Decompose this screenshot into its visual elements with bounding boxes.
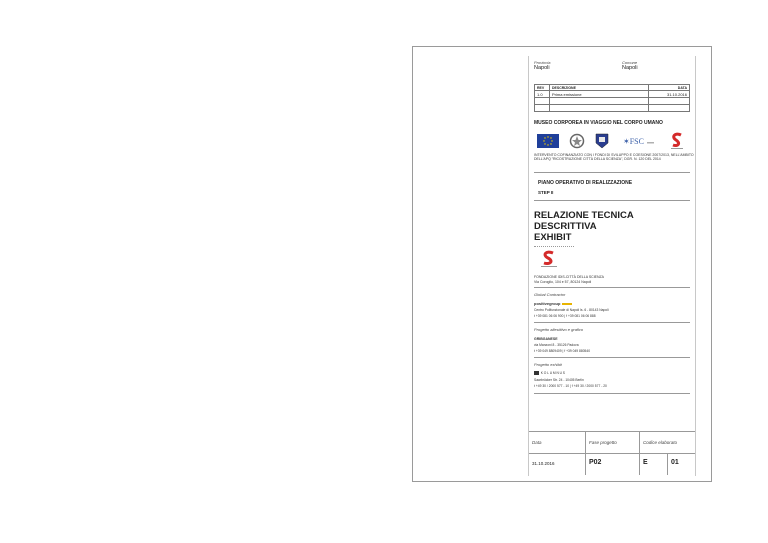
foundation-address: Via Coroglio, 104 e 57, 80124 Napoli [534,280,592,284]
contractor-logo-accent [562,303,572,305]
contractor-logo [534,301,572,306]
main-title-line1: RELAZIONE TECNICA DESCRITTIVA [534,210,634,232]
divider [534,172,690,173]
provincia-value: Napoli [534,65,550,71]
exhibit-address: Saarbrücker Str. 24 - 10405 Berlin [534,378,584,382]
foundation-name: FONDAZIONE IDIS-CITTÀ DELLA SCIENZA [534,275,605,279]
design-phone: t +39 049 8809409 | f +39 049 880540 [534,349,591,353]
citta-della-scienza-logo [669,132,685,150]
footer-fase-value: P02 [589,459,602,466]
rev-header: REV [535,85,550,91]
exhibit-name: KOLUMNUS [540,371,566,375]
footer-data-value: 31.10.2016 [532,461,555,466]
step-label: STEP II [538,190,554,195]
footer-fase-label: Fase progetto [589,440,617,445]
revision-table [534,84,690,112]
footer-codice-value-2: 01 [671,459,679,466]
exhibit-logo [534,371,566,375]
footer-grid [529,431,695,475]
fsc-logo [621,136,655,146]
footer-top-line [529,431,695,432]
divider [534,357,690,358]
design-address: via Manzoni 8 - 35126 Padova [534,343,579,347]
contractor-address: Centro Polifunzionale di Napoli Is. 6 - 80143 Napoli [534,308,609,312]
eu-flag-logo [537,134,559,148]
footer-codice-value-1: E [643,459,648,466]
divider [534,322,690,323]
plan-title: PIANO OPERATIVO DI REALIZZAZIONE [538,180,633,186]
footer-codice-label: Codice elaborato [643,440,678,445]
exhibit-phone: t +49 30 / 2000 577 - 10 | f +49 30 / 2000 577 - 20 [534,384,607,388]
rev-cell: 1.0 [535,91,550,98]
intervention-text: INTERVENTO COFINANZIATO CON I FONDI DI SVILUPPO E COESIONE 2007/2013, NELL'AMBITO DELL'APQ "RICOSTRUZIONE CITTÀ DELLA SCIENZA", DGR. N. 120 DEL 2014 [534,153,694,162]
divider [534,200,690,201]
date-cell: 31.10.2016 [649,91,690,98]
divider [534,393,690,394]
document-page [412,46,712,482]
footer-divider [585,431,586,475]
footer-divider [639,431,640,475]
divider [534,246,574,247]
exhibit-label: Progetto exhibit [534,362,562,367]
provincia-label: Provincia [534,60,551,65]
date-header: DATA [649,85,690,91]
revision-row-empty [535,98,690,105]
contractor-phone: t +39 081 06 06 900 | f +39 081 06 06 888 [534,314,596,318]
logos-row [537,132,687,150]
main-title [534,210,695,243]
comune-value: Napoli [622,65,638,71]
footer-divider [667,453,668,475]
exhibit-logo-mark [534,371,539,375]
description-cell: Prima emissione [550,91,649,98]
footer-mid-line [529,453,695,454]
revision-row-empty [535,105,690,112]
italian-republic-emblem-logo [569,133,585,149]
contractor-name: positivegroup [534,301,561,306]
design-name: GRIBGANESE [534,337,558,341]
svg-text:✶FSC: ✶FSC [623,137,644,146]
design-label: Progetto allestitivo e grafico [534,327,584,332]
comune-label: Comune [622,60,638,65]
foundation-logo [538,250,560,268]
footer-data-label: Data [532,440,542,445]
project-title: MUSEO CORPOREA IN VIAGGIO NEL CORPO UMANO [534,120,663,126]
regione-campania-logo [595,133,609,149]
divider [534,287,690,288]
cover-frame [528,56,696,476]
revision-row [535,91,690,98]
contractor-label: Global Contractor [534,292,566,297]
description-header: DESCRIZIONE [550,85,649,91]
main-title-line2: EXHIBIT [534,232,572,243]
